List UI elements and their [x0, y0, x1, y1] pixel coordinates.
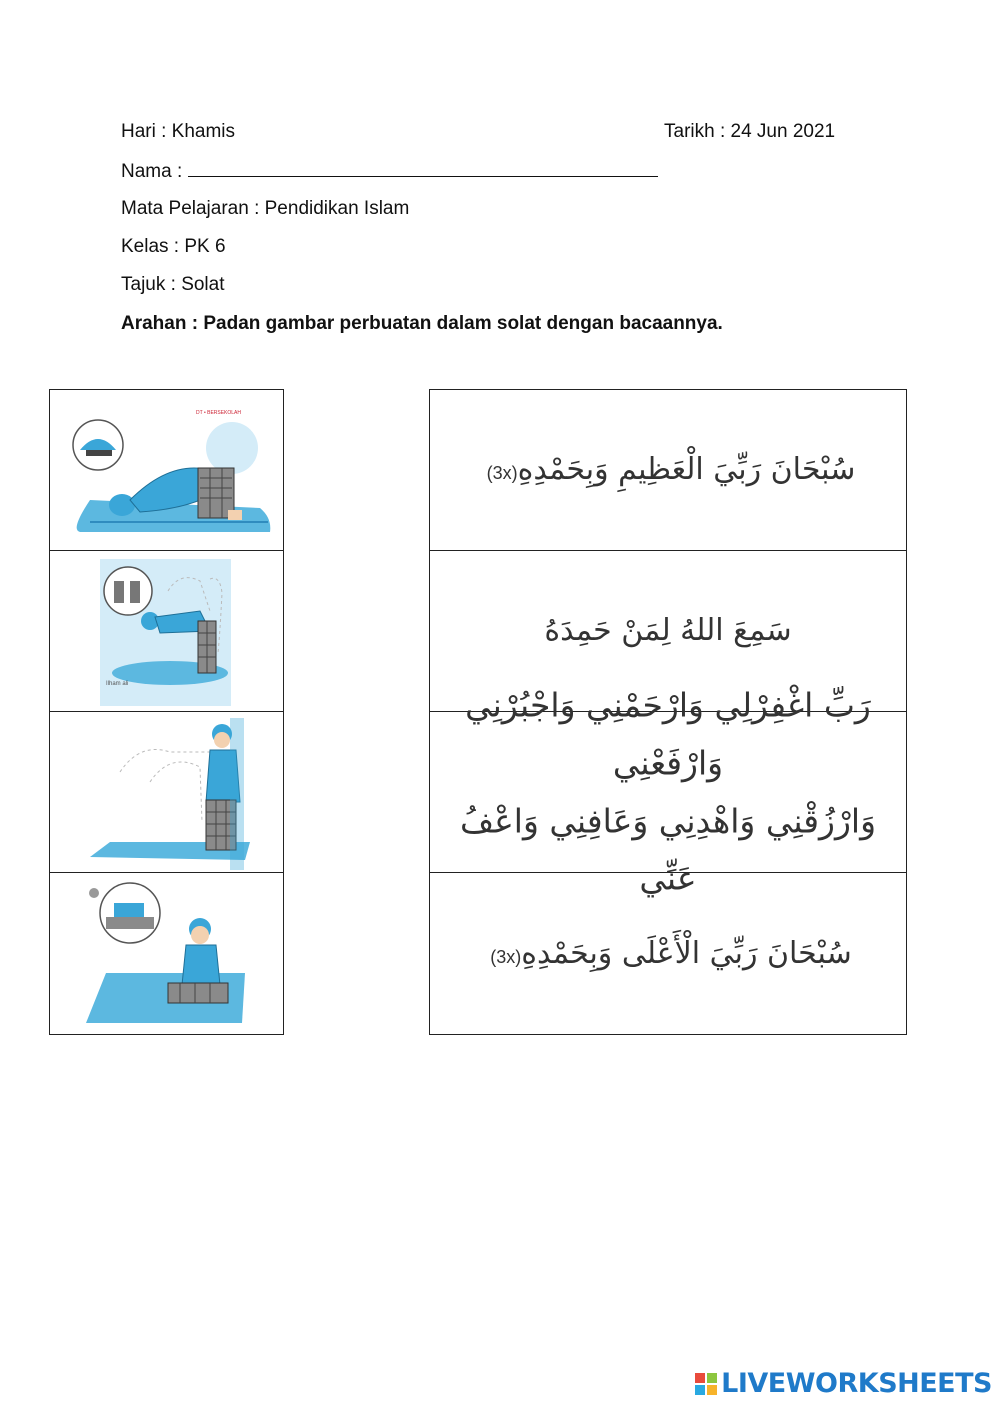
reading-cell-3[interactable]: [430, 685, 906, 898]
iktidal-illustration: [50, 712, 283, 873]
image-cell-duduk[interactable]: [50, 873, 283, 1034]
reading-text: سُبْحَانَ رَبِّيَ الْأَعْلَى وَبِحَمْدِهِ(3x): [490, 935, 852, 971]
class-label: Kelas : PK 6: [121, 236, 226, 257]
name-blank-line[interactable]: [188, 158, 658, 177]
image-column: [49, 389, 284, 1035]
reading-line-2: وَارْزُقْنِي وَاهْدِنِي وَعَافِنِي وَاعْفُ عَنِّي: [459, 801, 877, 898]
reading-text: سَمِعَ اللهُ لِمَنْ حَمِدَهُ: [544, 613, 792, 648]
name-label: Nama :: [121, 161, 183, 182]
reading-text: سُبْحَانَ رَبِّيَ الْعَظِيمِ وَبِحَمْدِهِ(3x): [486, 452, 856, 487]
image-cell-sujud[interactable]: [50, 390, 283, 551]
subject-label: Mata Pelajaran : Pendidikan Islam: [121, 198, 410, 219]
repeat-count: (3x): [490, 946, 522, 967]
sujud-illustration: [50, 390, 283, 551]
logo-badge-icon: [695, 1373, 717, 1395]
illustration-caption: Ilham ali: [106, 681, 129, 687]
image-cell-rukuk[interactable]: [50, 551, 283, 712]
topic-label: Tajuk : Solat: [121, 274, 225, 295]
illustration-caption: DT • BERSEKOLAH: [196, 410, 242, 416]
reading-cell-4[interactable]: [430, 873, 906, 1034]
day-label: Hari : Khamis: [121, 121, 236, 142]
logo-text: LIVEWORKSHEETS: [721, 1368, 992, 1399]
name-row: [121, 158, 658, 184]
rukuk-illustration: [50, 551, 283, 712]
instruction-label: Arahan : Padan gambar perbuatan dalam solat dengan bacaannya.: [121, 313, 723, 334]
image-cell-iktidal[interactable]: [50, 712, 283, 873]
repeat-count: (3x): [486, 463, 518, 483]
reading-cell-1[interactable]: [430, 390, 906, 551]
liveworksheets-logo[interactable]: [695, 1368, 992, 1399]
reading-line-1: رَبِّ اغْفِرْلِي وَارْحَمْنِي وَاجْبُرْنِي وَارْفَعْنِي: [465, 685, 871, 783]
date-label: Tarikh : 24 Jun 2021: [664, 121, 836, 142]
duduk-antara-dua-sujud-illustration: [50, 873, 283, 1034]
reading-column: [429, 389, 907, 1035]
